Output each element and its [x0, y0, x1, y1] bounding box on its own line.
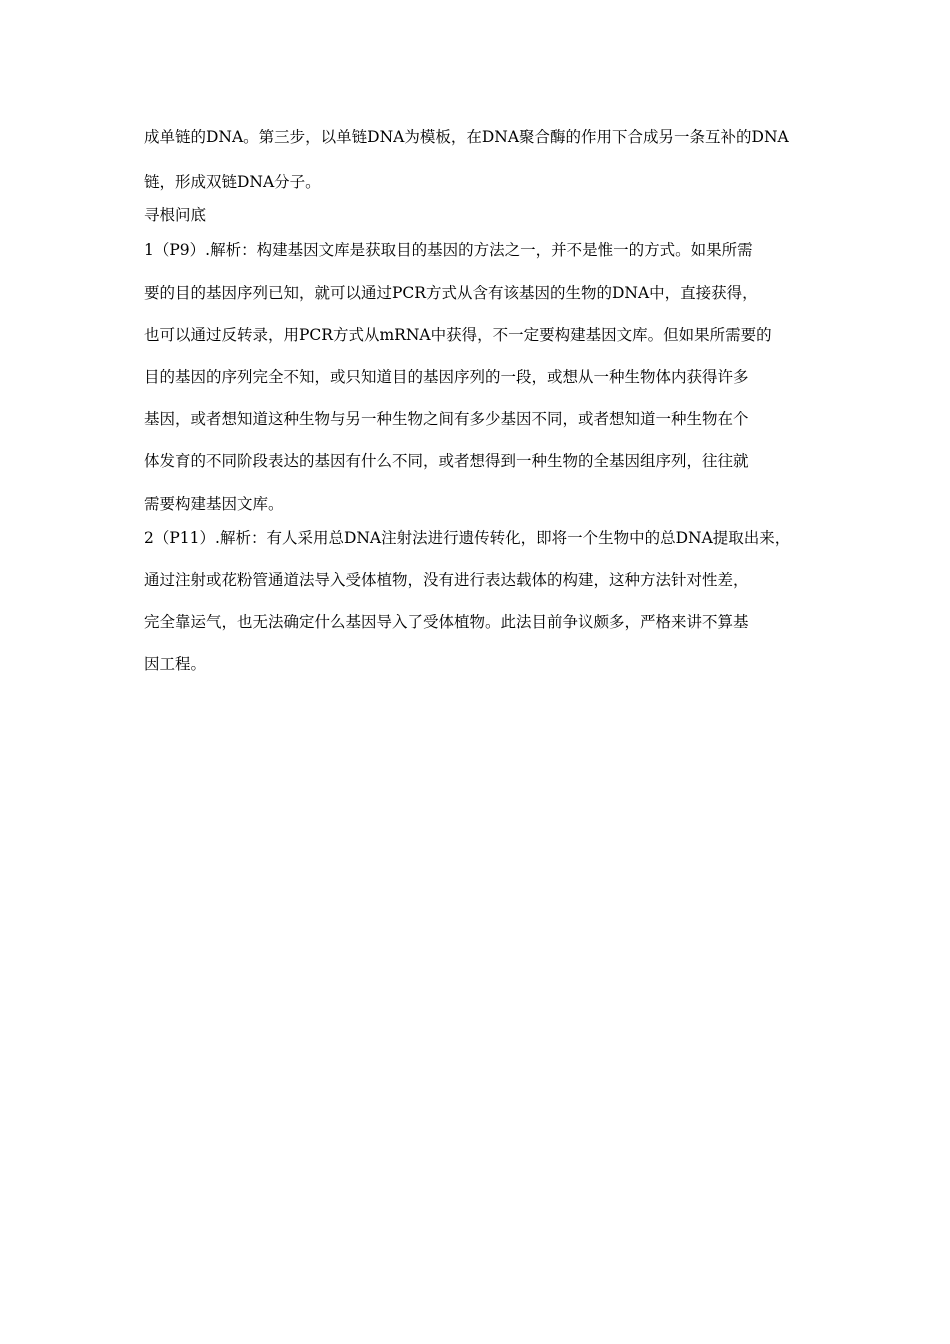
- paragraph-line: 成单链的DNA。第三步，以单链DNA为模板，在DNA聚合酶的作用下合成另一条互补的DNA: [144, 128, 789, 146]
- paragraph-line: 目的基因的序列完全不知，或只知道目的基因序列的一段，或想从一种生物体内获得许多: [144, 368, 749, 386]
- paragraph-line: 链，形成双链DNA分子。: [144, 173, 321, 191]
- paragraph-line: 也可以通过反转录，用PCR方式从mRNA中获得，不一定要构建基因文库。但如果所需要的: [144, 326, 772, 344]
- paragraph-line: 通过注射或花粉管通道法导入受体植物，没有进行表达载体的构建，这种方法针对性差，: [144, 571, 749, 589]
- paragraph-line: 体发育的不同阶段表达的基因有什么不同，或者想得到一种生物的全基因组序列，往往就: [144, 452, 749, 470]
- paragraph-line: 需要构建基因文库。: [144, 495, 284, 513]
- section-heading: 寻根问底: [144, 206, 207, 224]
- paragraph-line: 完全靠运气，也无法确定什么基因导入了受体植物。此法目前争议颇多，严格来讲不算基: [144, 613, 749, 631]
- paragraph-line: 1（P9）.解析：构建基因文库是获取目的基因的方法之一，并不是惟一的方式。如果所需: [144, 241, 753, 259]
- paragraph-line: 基因，或者想知道这种生物与另一种生物之间有多少基因不同，或者想知道一种生物在个: [144, 410, 749, 428]
- paragraph-line: 2（P11）.解析：有人采用总DNA注射法进行遗传转化，即将一个生物中的总DNA提取出来，: [144, 529, 791, 547]
- paragraph-line: 要的目的基因序列已知，就可以通过PCR方式从含有该基因的生物的DNA中，直接获得，: [144, 284, 758, 302]
- paragraph-line: 因工程。: [144, 655, 207, 673]
